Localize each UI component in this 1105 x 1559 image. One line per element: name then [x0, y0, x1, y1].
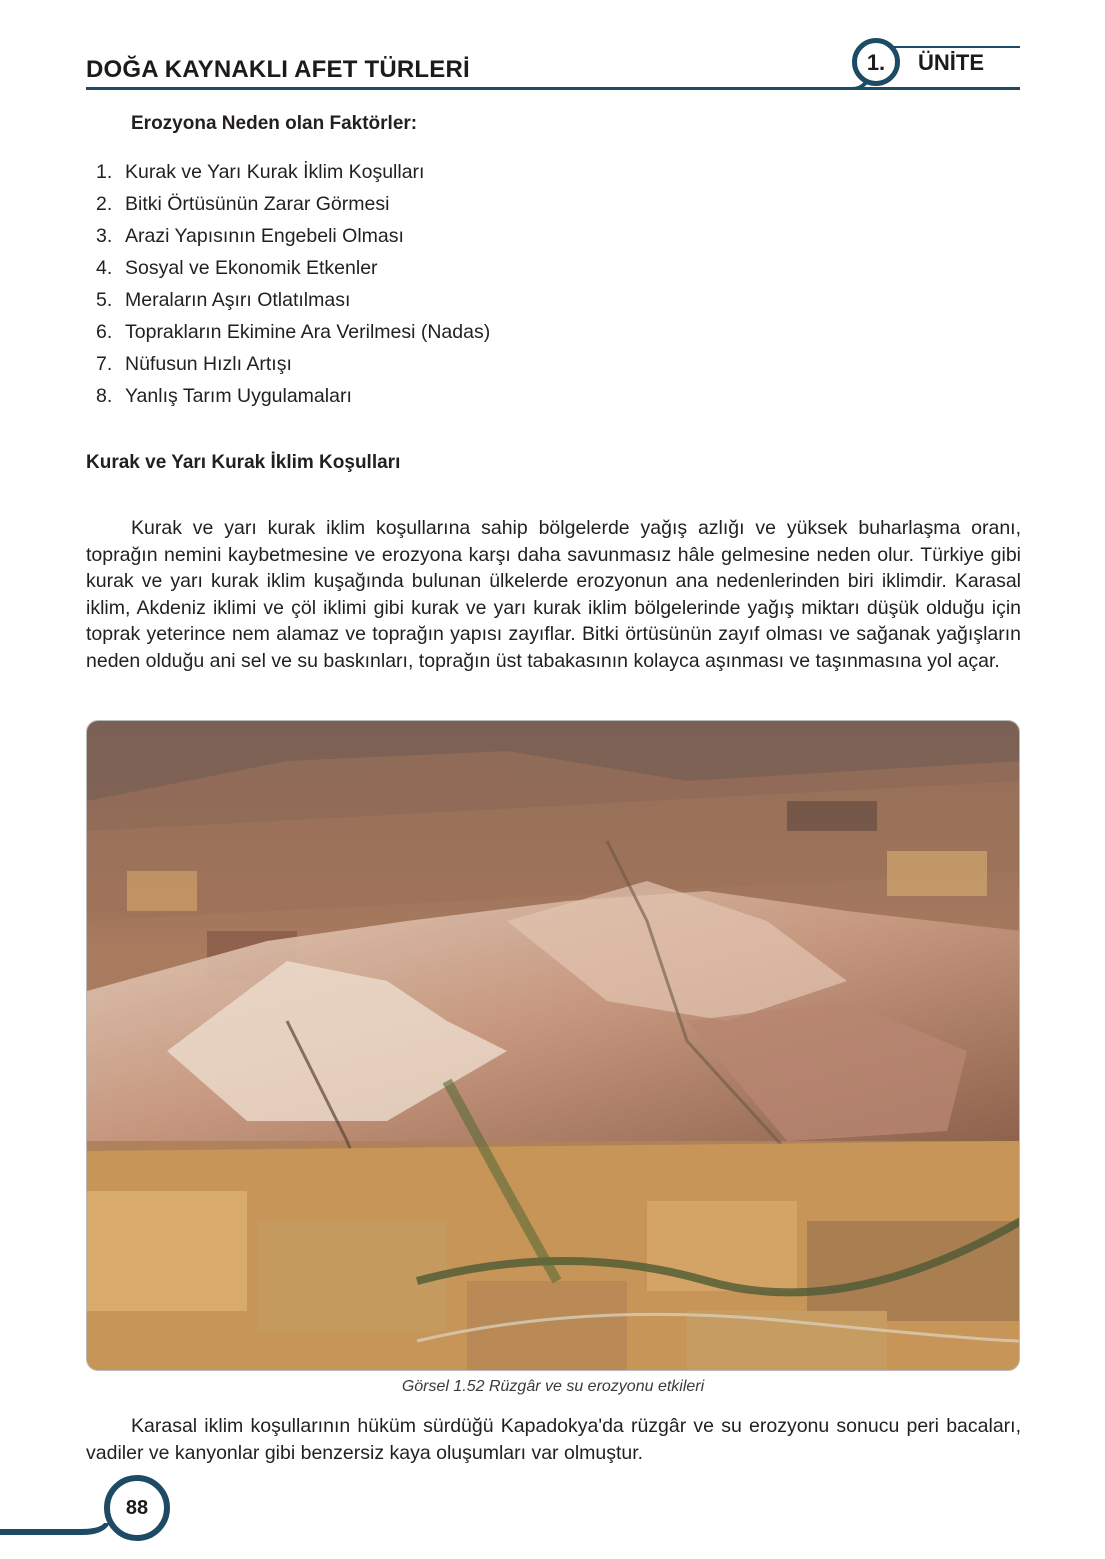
- unit-label: ÜNİTE: [918, 50, 984, 75]
- unit-number-badge: 1.: [852, 38, 900, 86]
- list-item: 4. Sosyal ve Ekonomik Etkenler: [96, 257, 378, 279]
- list-item: 2. Bitki Örtüsünün Zarar Görmesi: [96, 193, 390, 215]
- list-item: 6. Toprakların Ekimine Ara Verilmesi (Nadas): [96, 321, 491, 343]
- aerial-erosion-photo: [86, 720, 1020, 1371]
- factors-heading: Erozyona Neden olan Faktörler:: [131, 113, 418, 134]
- photo-caption: Görsel 1.52 Rüzgâr ve su erozyonu etkileri: [401, 1378, 705, 1395]
- body-paragraph: Kurak ve yarı kurak iklim koşullarına sahip bölgelerde yağış azlığı ve yüksek buharlaşma oranı, toprağın nemini kaybetmesine ve erozyona karşı daha savunmasız hâle gelmesine neden olur. Türkiye gibi kurak ve yarı kurak iklim kuşağında bulunan ülkelerde erozyonun ana nedenlerinden biri iklimdir. Karasal iklim, Akdeniz iklimi ve çöl iklimi gibi kurak ve yarı kurak iklim bölgelerinde yağış miktarı düşük olduğu için toprak yeterince nem alamaz ve toprağın yapısı zayıflar. Bitki örtüsünün zayıf olması ve sağanak yağışların neden olduğu ani sel ve su baskınları, toprağın üst tabakasının kolayca aşınması ve taşınmasına yol açar.: [86, 517, 1021, 672]
- list-item: 1. Kurak ve Yarı Kurak İklim Koşulları: [96, 161, 425, 183]
- section-heading: Kurak ve Yarı Kurak İklim Koşulları: [86, 452, 401, 473]
- list-item: 8. Yanlış Tarım Uygulamaları: [96, 385, 352, 407]
- body-paragraph: Karasal iklim koşullarının hüküm sürdüğü Kapadokya'da rüzgâr ve su erozyonu sonucu peri bacaları, vadiler ve kanyonlar gibi benzersiz kaya oluşumları var olmuştur.: [86, 1415, 1021, 1464]
- header-rule: [86, 87, 1020, 90]
- page-number: 88: [104, 1475, 170, 1541]
- list-item: 7. Nüfusun Hızlı Artışı: [96, 353, 292, 375]
- list-item: 3. Arazi Yapısının Engebeli Olması: [96, 225, 404, 247]
- page-header-title: DOĞA KAYNAKLI AFET TÜRLERİ: [86, 56, 470, 83]
- factor-list: [96, 161, 490, 417]
- list-item: 5. Meraların Aşırı Otlatılması: [96, 289, 351, 311]
